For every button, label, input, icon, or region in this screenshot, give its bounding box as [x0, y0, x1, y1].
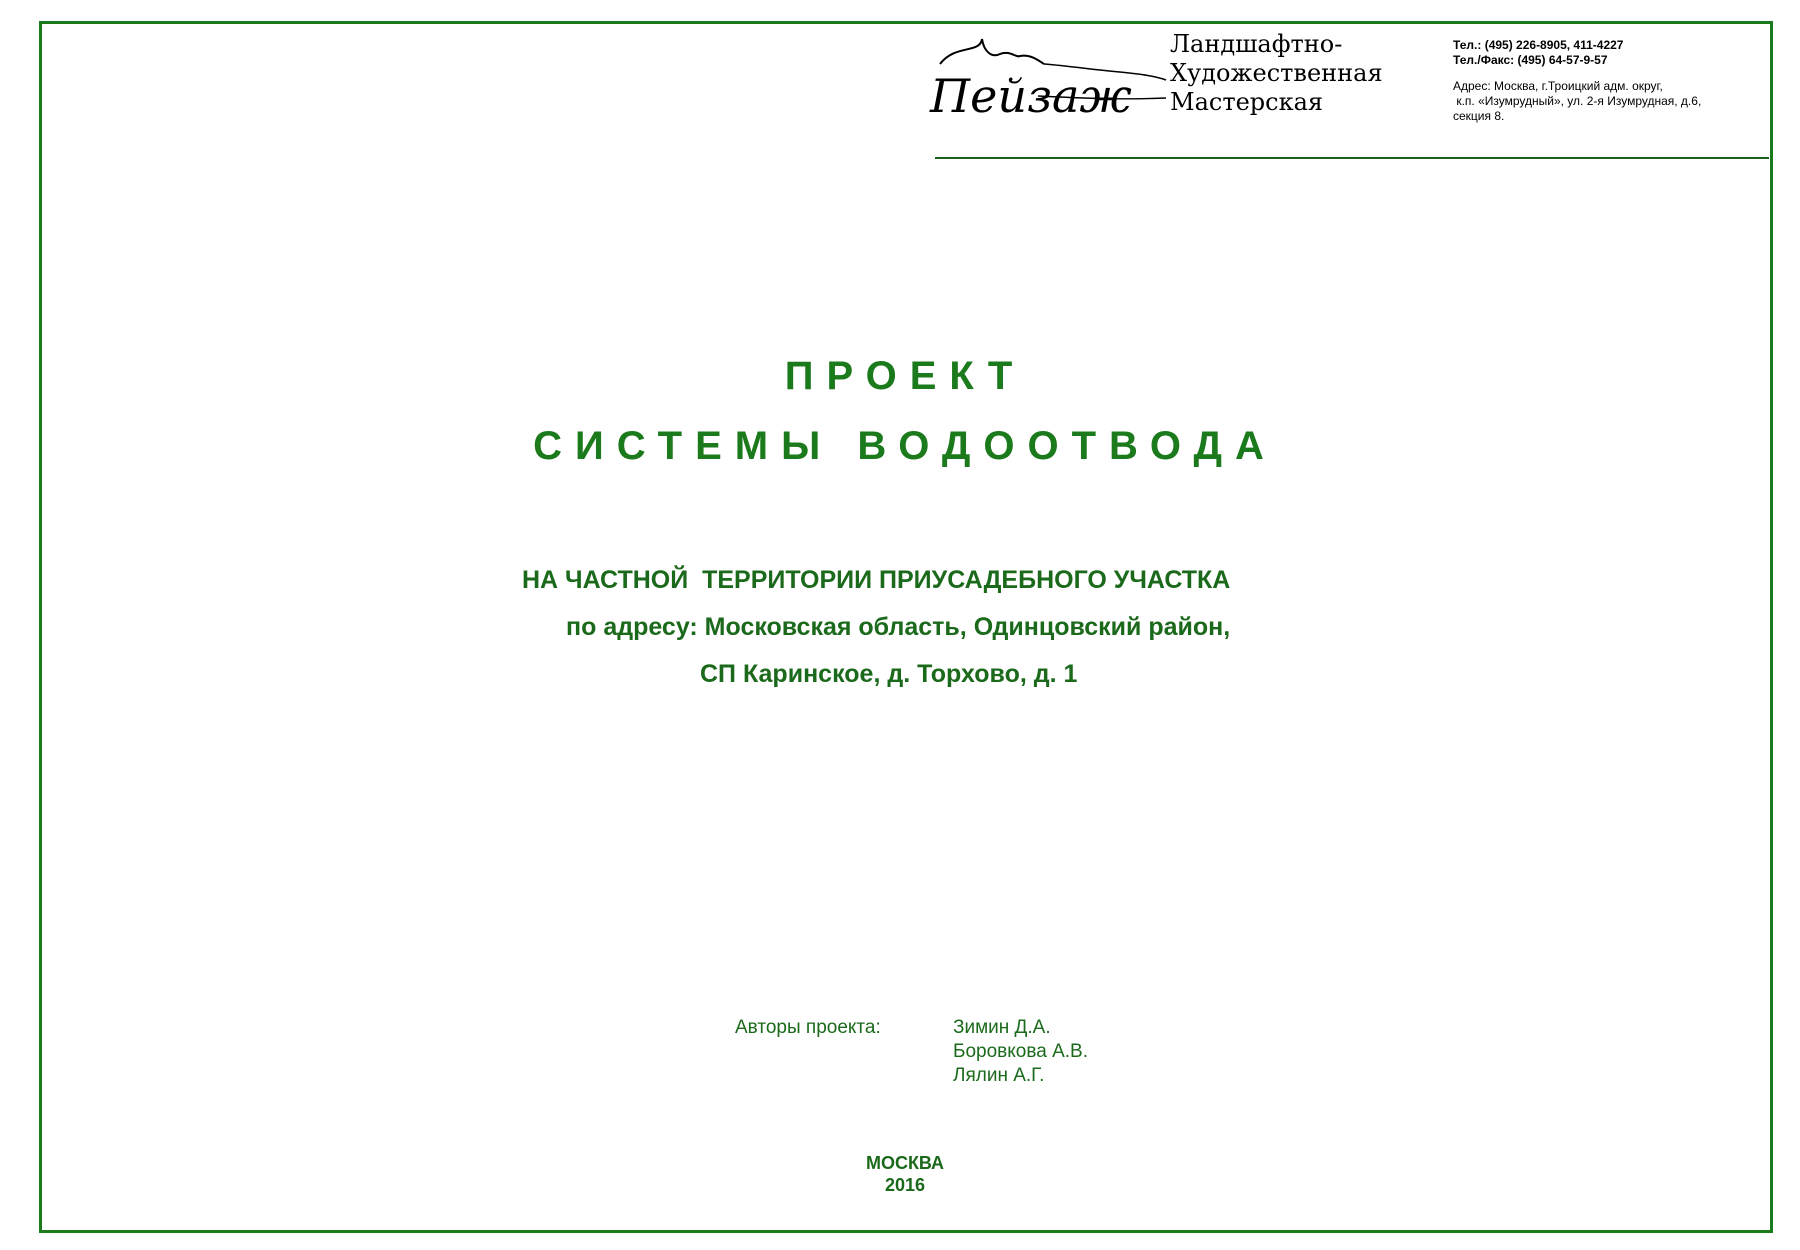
firm-name — [1170, 30, 1383, 117]
subtitle-line-1: НА ЧАСТНОЙ ТЕРРИТОРИИ ПРИУСАДЕБНОГО УЧАСТКА — [522, 566, 1231, 594]
author-name: Зимин Д.А. — [953, 1017, 1051, 1038]
contacts-block — [1453, 38, 1701, 124]
footer-city: МОСКВА — [865, 1153, 945, 1173]
author-name: Боровкова А.В. — [953, 1041, 1088, 1062]
contact-fax: Тел./Факс: (495) 64-57-9-57 — [1453, 53, 1608, 67]
subtitle-line-3: СП Каринское, д. Торхово, д. 1 — [700, 660, 1078, 688]
footer-year: 2016 — [884, 1175, 926, 1195]
logo-wordmark: Пейзаж — [930, 69, 1132, 123]
contact-address-line-3: секция 8. — [1453, 109, 1505, 123]
subtitle-line-2: по адресу: Московская область, Одинцовский район, — [566, 613, 1231, 641]
firm-name-line-3: Мастерская — [1170, 88, 1324, 116]
footer-city-year — [866, 1152, 944, 1196]
authors-label: Авторы проекта: — [735, 1017, 881, 1038]
contact-phone: Тел.: (495) 226-8905, 411-4227 — [1453, 38, 1624, 52]
title-drainage-system: СИСТЕМЫ ВОДООТВОДА — [533, 424, 1277, 468]
author-name: Лялин А.Г. — [953, 1065, 1045, 1086]
title-project: ПРОЕКТ — [784, 354, 1026, 398]
firm-name-line-1: Ландшафтно- — [1170, 30, 1343, 58]
contact-address-line-2: к.п. «Изумрудный», ул. 2-я Изумрудная, д.6, — [1453, 94, 1702, 108]
logo-signature — [920, 24, 1170, 134]
firm-name-line-2: Художественная — [1170, 59, 1383, 87]
contact-address-line-1: Адрес: Москва, г.Троицкий адм. округ, — [1453, 79, 1663, 93]
header-divider — [935, 157, 1769, 159]
